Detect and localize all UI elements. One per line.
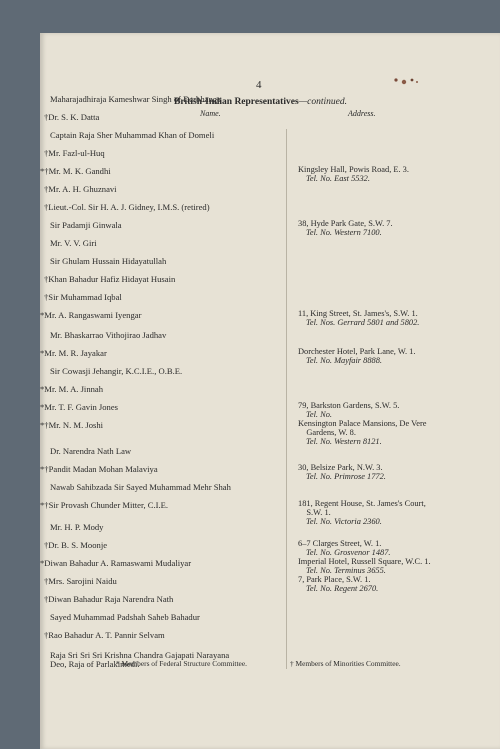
representative-name: *Mr. A. Rangaswami Iyengar (40, 310, 142, 320)
telephone-number: Tel. No. Regent 2670. (306, 584, 379, 593)
address-block (298, 539, 391, 557)
representative-name: †Khan Bahadur Hafiz Hidayat Husain (44, 274, 176, 284)
representative-name: *Mr. M. R. Jayakar (40, 348, 107, 358)
address-line: 7, Park Place, S.W. 1. (298, 575, 371, 584)
representative-name: Sir Padamji Ginwala (50, 220, 122, 230)
telephone-number: Tel. No. Grosvenor 1487. (306, 548, 391, 557)
representative-name: †Mrs. Sarojini Naidu (44, 576, 117, 586)
telephone-number: Tel. Nos. Gerrard 5801 and 5802. (306, 318, 420, 327)
address-block (298, 309, 419, 327)
section-heading: British-Indian Representatives—continued. (174, 97, 347, 107)
document-page (40, 33, 500, 749)
page-number: 4 (256, 79, 262, 91)
address-block (298, 499, 426, 526)
representative-name: Captain Raja Sher Muhammad Khan of Domeli (50, 130, 215, 140)
representative-name: Sayed Muhammad Padshah Saheb Bahadur (50, 612, 200, 622)
telephone-number: Tel. No. Western 8121. (306, 437, 382, 446)
address-block (298, 401, 399, 419)
representative-name: †Dr. S. K. Datta (44, 112, 100, 122)
representative-name: Sir Cowasji Jehangir, K.C.I.E., O.B.E. (50, 366, 183, 376)
telephone-number: Tel. No. Terminus 3655. (306, 566, 386, 575)
address-block (298, 219, 393, 237)
address-line: 79, Barkston Gardens, S.W. 5. (298, 401, 400, 410)
representative-name: †Diwan Bahadur Raja Narendra Nath (44, 594, 174, 604)
representative-name: *†Pandit Madan Mohan Malaviya (40, 464, 158, 474)
representative-name: *Mr. M. A. Jinnah (40, 384, 104, 394)
address-line: Kensington Palace Mansions, De Vere (298, 419, 427, 428)
address-block (298, 463, 386, 481)
representative-name: †Lieut.-Col. Sir H. A. J. Gidney, I.M.S. (retired) (44, 202, 210, 212)
representative-name: *†Sir Provash Chunder Mitter, C.I.E. (40, 500, 169, 510)
address-line: 6–7 Clarges Street, W. 1. (298, 539, 382, 548)
address-line: 11, King Street, St. James's, S.W. 1. (298, 309, 418, 318)
representative-name: Nawab Sahibzada Sir Sayed Muhammad Mehr Shah (50, 482, 231, 492)
address-line: 181, Regent House, St. James's Court, (298, 499, 426, 508)
address-line: Gardens, W. 8. (298, 428, 356, 437)
representative-name: *Mr. T. F. Gavin Jones (40, 402, 119, 412)
column-header-address: Address. (348, 109, 376, 118)
representative-name: †Sir Muhammad Iqbal (44, 292, 122, 302)
representative-name: Maharajadhiraja Kameshwar Singh of Darbhanga (50, 94, 221, 104)
address-block (298, 557, 431, 575)
ink-stain (392, 73, 420, 83)
footnote-federal: * Members of Federal Structure Committee. (116, 659, 247, 668)
column-divider (286, 129, 289, 669)
representative-name: †Dr. B. S. Moonje (44, 540, 108, 550)
address-block (298, 419, 426, 446)
representative-name: Raja Sri Sri Sri Krishna Chandra Gajapati Narayana (50, 650, 230, 660)
address-line: Kingsley Hall, Powis Road, E. 3. (298, 165, 409, 174)
address-line: Imperial Hotel, Russell Square, W.C. 1. (298, 557, 431, 566)
representative-name: Sir Ghulam Hussain Hidayatullah (50, 256, 167, 266)
representative-name: Mr. V. V. Giri (50, 238, 97, 248)
address-line: 38, Hyde Park Gate, S.W. 7. (298, 219, 393, 228)
representative-name: Mr. H. P. Mody (50, 522, 104, 532)
address-line: 30, Belsize Park, N.W. 3. (298, 463, 383, 472)
representative-name: Mr. Bhaskarrao Vithojirao Jadhav (50, 330, 167, 340)
address-block (298, 347, 415, 365)
representative-name: *†Mr. M. K. Gandhi (40, 166, 111, 176)
representative-name-continued: Deo, Raja of Parlakimedi. (50, 659, 140, 669)
telephone-number: Tel. No. (306, 410, 332, 419)
telephone-number: Tel. No. Western 7100. (306, 228, 382, 237)
telephone-number: Tel. No. Mayfair 8888. (306, 356, 382, 365)
address-block (298, 165, 409, 183)
representative-name: *Diwan Bahadur A. Ramaswami Mudaliyar (40, 558, 192, 568)
address-line: Dorchester Hotel, Park Lane, W. 1. (298, 347, 416, 356)
telephone-number: Tel. No. Primrose 1772. (306, 472, 386, 481)
address-line: S.W. 1. (298, 508, 331, 517)
telephone-number: Tel. No. Victoria 2360. (306, 517, 382, 526)
representative-name: †Mr. Fazl-ul-Huq (44, 148, 105, 158)
column-header-name: Name. (200, 109, 221, 118)
representative-name: †Mr. A. H. Ghuznavi (44, 184, 117, 194)
representative-name: Dr. Narendra Nath Law (50, 446, 132, 456)
representative-name: †Rao Bahadur A. T. Pannir Selvam (44, 630, 165, 640)
representative-name: *†Mr. N. M. Joshi (40, 420, 104, 430)
address-block (298, 575, 378, 593)
telephone-number: Tel. No. East 5532. (306, 174, 370, 183)
footnote-minorities: † Members of Minorities Committee. (290, 659, 401, 668)
